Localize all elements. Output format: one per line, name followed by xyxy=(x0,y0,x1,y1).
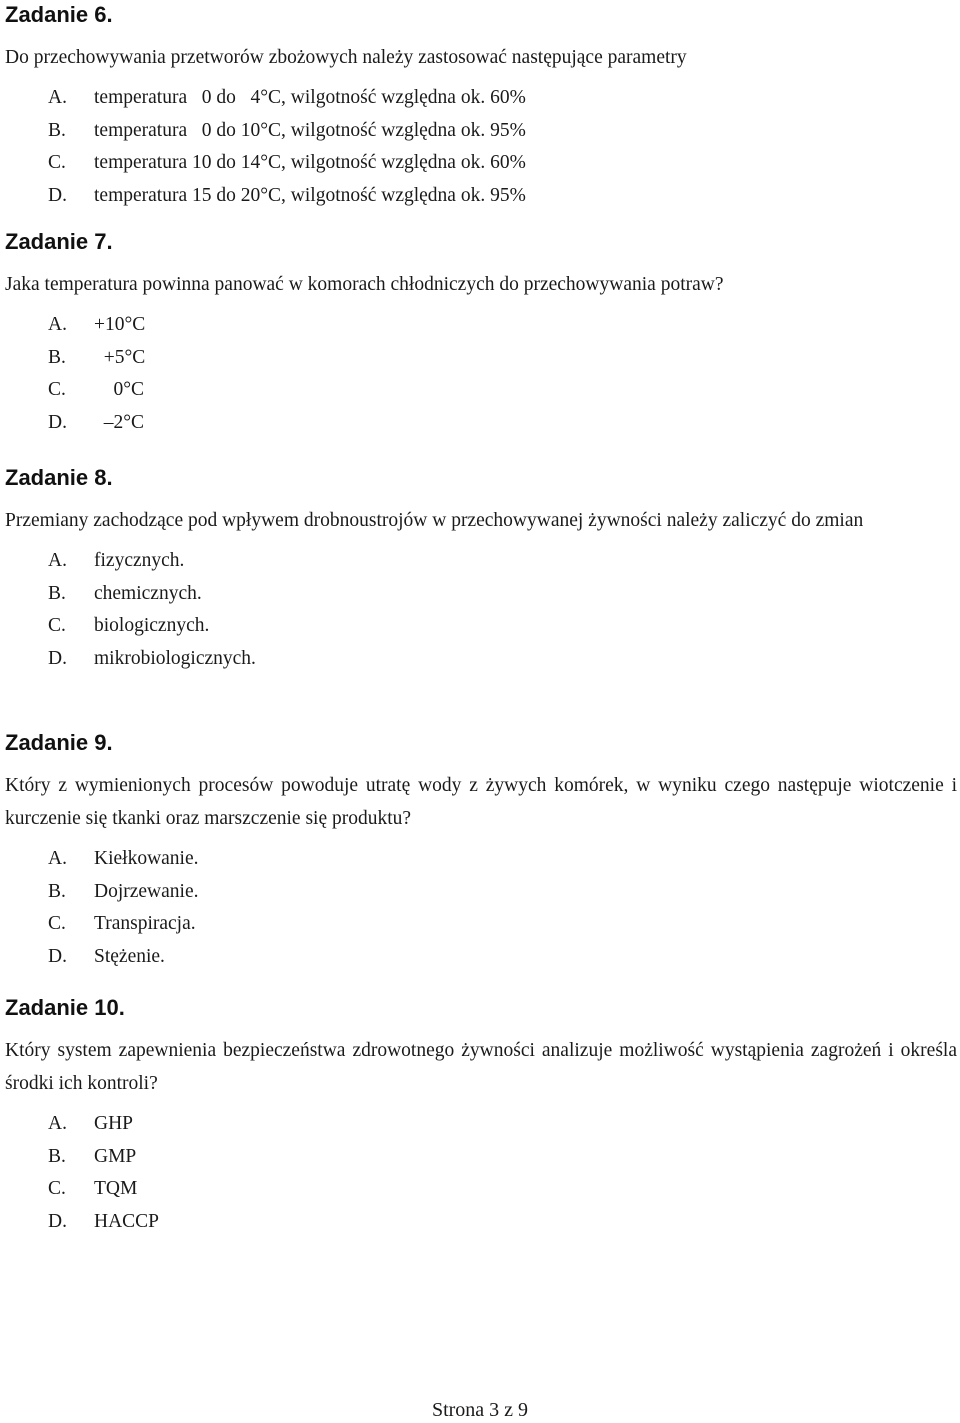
task-question: Jaka temperatura powinna panować w komorach chłodniczych do przechowywania potraw? xyxy=(5,274,724,295)
task-title: Zadanie 10. xyxy=(5,995,125,1020)
answer-option-b[interactable] xyxy=(5,342,957,375)
answer-option-c[interactable] xyxy=(5,374,957,407)
answer-option-d[interactable] xyxy=(5,407,957,440)
answer-text: GHP xyxy=(94,1113,134,1134)
answer-text: Stężenie. xyxy=(94,946,165,968)
answer-option-b[interactable] xyxy=(5,578,957,611)
answer-letter: B. xyxy=(48,582,66,604)
answer-letter: D. xyxy=(48,1211,67,1233)
answer-letter: C. xyxy=(48,152,66,174)
answer-text: +5°C xyxy=(94,346,146,368)
answer-option-a[interactable] xyxy=(5,309,957,342)
answer-text: temperatura 15 do 20°C, wilgotność względna ok. 95% xyxy=(94,185,526,207)
answer-option-d[interactable] xyxy=(5,180,957,213)
task-6 xyxy=(5,2,957,213)
answer-letter: A. xyxy=(48,1113,67,1134)
answer-text: chemicznych. xyxy=(94,582,202,604)
answer-letter: D. xyxy=(48,946,67,968)
answer-letter: C. xyxy=(48,1178,66,1200)
answer-text: Kiełkowanie. xyxy=(94,848,199,869)
answer-option-d[interactable] xyxy=(5,1206,957,1239)
answer-letter: D. xyxy=(48,412,67,434)
answer-text: TQM xyxy=(94,1178,138,1200)
answer-text: –2°C xyxy=(94,412,145,434)
answer-option-c[interactable] xyxy=(5,908,957,941)
answer-option-b[interactable] xyxy=(5,876,957,909)
answer-option-b[interactable] xyxy=(5,115,957,148)
answer-text: fizycznych. xyxy=(94,550,185,571)
answer-letter: B. xyxy=(48,346,66,368)
task-9 xyxy=(5,730,957,974)
answer-text: Transpiracja. xyxy=(94,913,196,935)
answer-list xyxy=(5,309,957,440)
task-title: Zadanie 6. xyxy=(5,2,113,27)
answer-text: temperatura 0 do 4°C, wilgotność względna ok. 60% xyxy=(94,87,526,108)
answer-text: 0°C xyxy=(94,379,145,401)
answer-letter: A. xyxy=(48,550,67,571)
task-question: Który z wymienionych procesów powoduje utratę wody z żywych komórek, w wyniku czego następuje wiotczenie i kurczenie się tkanki oraz marszczenie się produktu? xyxy=(5,775,957,829)
answer-text: biologicznych. xyxy=(94,615,210,637)
answer-option-a[interactable] xyxy=(5,82,957,115)
task-10 xyxy=(5,995,957,1239)
answer-list xyxy=(5,545,957,676)
answer-option-c[interactable] xyxy=(5,1173,957,1206)
answer-text: mikrobiologicznych. xyxy=(94,648,256,670)
answer-list xyxy=(5,843,957,974)
answer-letter: B. xyxy=(48,880,66,902)
page-number: Strona 3 z 9 xyxy=(431,1399,529,1421)
answer-text: HACCP xyxy=(94,1211,160,1233)
answer-letter: D. xyxy=(48,185,67,207)
answer-letter: A. xyxy=(48,87,67,108)
answer-text: Dojrzewanie. xyxy=(94,880,199,902)
answer-option-a[interactable] xyxy=(5,843,957,876)
answer-text: temperatura 10 do 14°C, wilgotność względna ok. 60% xyxy=(94,152,526,174)
task-8 xyxy=(5,465,957,676)
answer-option-c[interactable] xyxy=(5,610,957,643)
answer-list xyxy=(5,1108,957,1239)
answer-letter: B. xyxy=(48,119,66,141)
answer-option-a[interactable] xyxy=(5,1108,957,1141)
answer-letter: C. xyxy=(48,379,66,401)
answer-letter: B. xyxy=(48,1145,66,1167)
answer-option-c[interactable] xyxy=(5,147,957,180)
answer-letter: D. xyxy=(48,648,67,670)
task-title: Zadanie 8. xyxy=(5,465,113,490)
answer-option-d[interactable] xyxy=(5,941,957,974)
task-title: Zadanie 7. xyxy=(5,229,113,254)
task-question: Który system zapewnienia bezpieczeństwa zdrowotnego żywności analizuje możliwość wystąpienia zagrożeń i określa środki ich kontroli? xyxy=(5,1040,957,1094)
task-question: Do przechowywania przetworów zbożowych należy zastosować następujące parametry xyxy=(5,47,687,68)
answer-text: GMP xyxy=(94,1145,137,1167)
answer-letter: C. xyxy=(48,913,66,935)
task-7 xyxy=(5,229,957,440)
answer-option-a[interactable] xyxy=(5,545,957,578)
answer-option-b[interactable] xyxy=(5,1141,957,1174)
answer-text: temperatura 0 do 10°C, wilgotność względna ok. 95% xyxy=(94,119,526,141)
answer-letter: A. xyxy=(48,848,67,869)
answer-letter: A. xyxy=(48,314,67,335)
answer-text: +10°C xyxy=(94,314,146,335)
task-question: Przemiany zachodzące pod wpływem drobnoustrojów w przechowywanej żywności należy zaliczyć do zmian xyxy=(5,510,864,531)
answer-option-d[interactable] xyxy=(5,643,957,676)
answer-letter: C. xyxy=(48,615,66,637)
answer-list xyxy=(5,82,957,213)
task-title: Zadanie 9. xyxy=(5,730,113,755)
